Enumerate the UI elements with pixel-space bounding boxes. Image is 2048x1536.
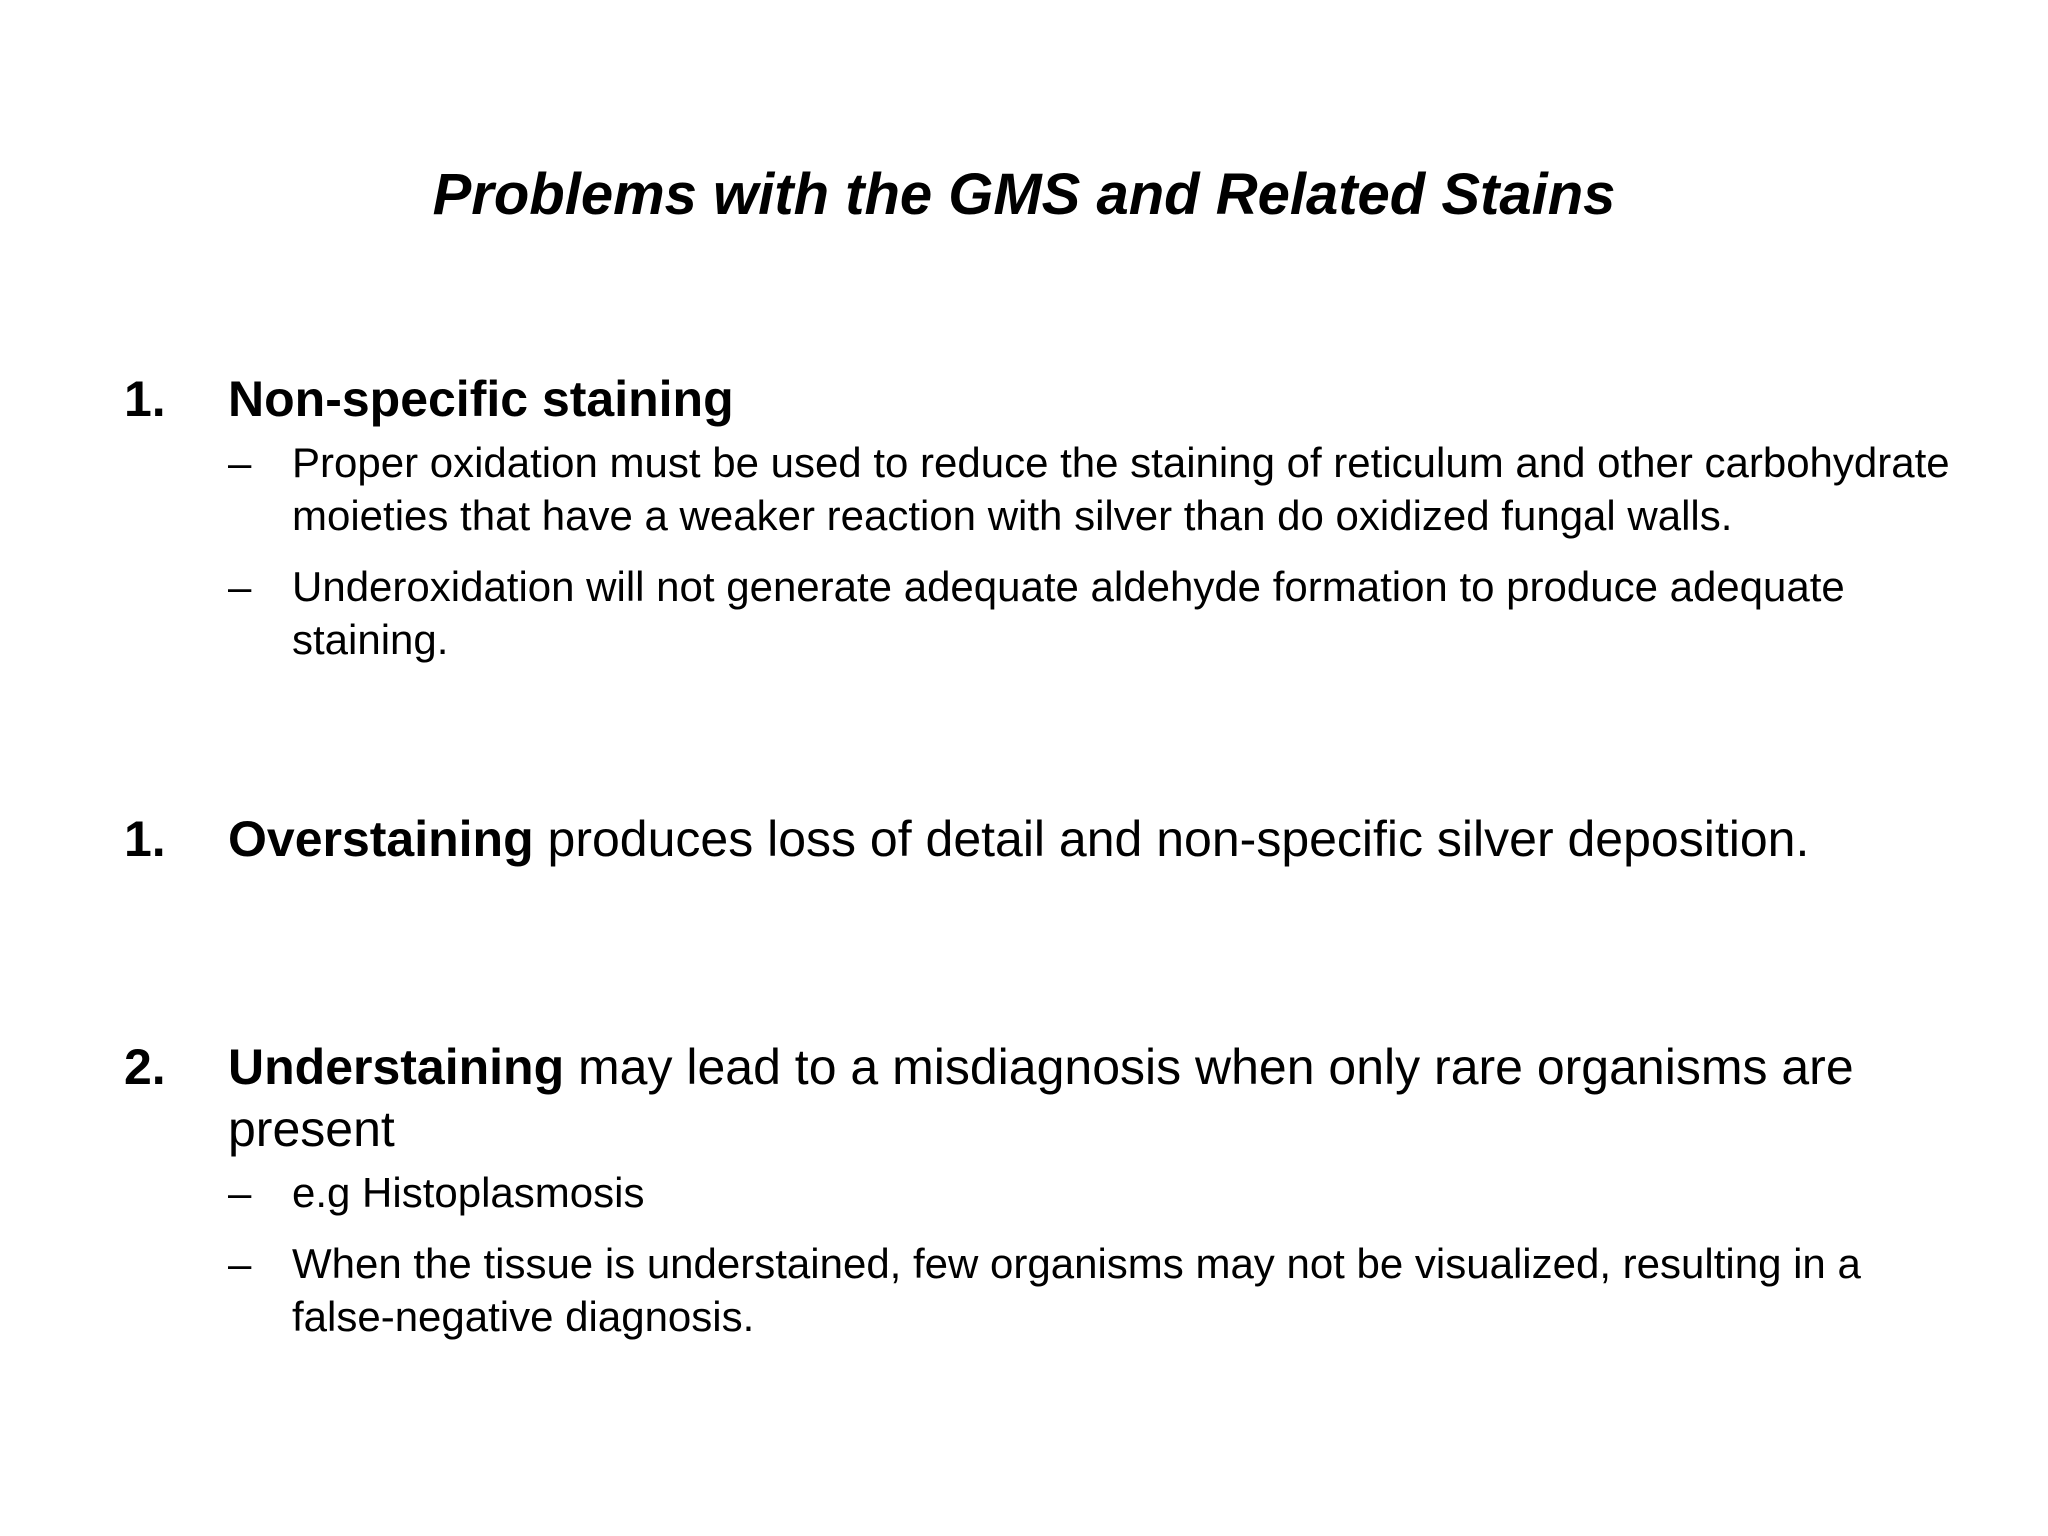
slide-title: Problems with the GMS and Related Stains (432, 162, 1616, 227)
point-heading: Overstaining (228, 811, 534, 867)
dash-bullet: – (228, 1240, 252, 1287)
list-item-overstaining (124, 808, 1924, 870)
sub-item-text: e.g Histoplasmosis (292, 1169, 645, 1216)
sub-item (228, 1166, 1972, 1219)
sub-list (228, 1166, 1924, 1343)
sub-item-text: Proper oxidation must be used to reduce the staining of reticulum and other carbohydrate moieties that have a weaker reaction with silver than do oxidized fungal walls. (292, 439, 1950, 539)
point-rest: may lead to a misdiagnosis when only rare organisms are present (228, 1039, 1854, 1157)
sub-item-text: When the tissue is understained, few organisms may not be visualized, resulting in a false-negative diagnosis. (292, 1240, 1861, 1340)
point-text (228, 808, 1924, 870)
point-text (228, 368, 1924, 430)
list-number: 2. (124, 1039, 166, 1095)
sub-item (228, 560, 1972, 666)
dash-bullet: – (228, 439, 252, 486)
sub-item (228, 1237, 1972, 1343)
point-rest: produces loss of detail and non-specific silver deposition. (533, 811, 1810, 867)
list-number: 1. (124, 371, 166, 427)
dash-bullet: – (228, 1169, 252, 1216)
list-item-non-specific-staining (124, 368, 1950, 684)
list-number: 1. (124, 811, 166, 867)
sub-list (228, 436, 1950, 666)
dash-bullet: – (228, 563, 252, 610)
sub-item-text: Underoxidation will not generate adequate aldehyde formation to produce adequate staining. (292, 563, 1845, 663)
point-heading: Understaining (228, 1039, 565, 1095)
list-item-understaining (124, 1036, 1924, 1361)
point-text (228, 1036, 1924, 1160)
sub-item (228, 436, 1972, 542)
point-heading: Non-specific staining (228, 371, 734, 427)
